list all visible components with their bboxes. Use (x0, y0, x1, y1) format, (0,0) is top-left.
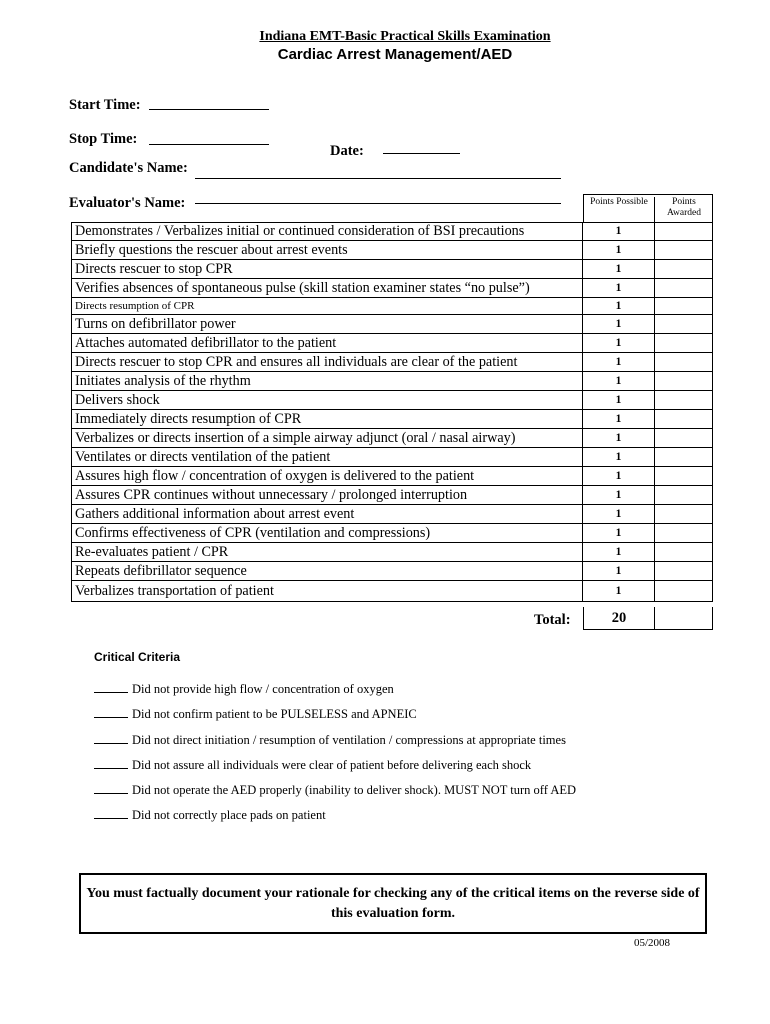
points-possible-cell: 1 (583, 581, 655, 601)
skill-description: Verifies absences of spontaneous pulse (skill station examiner states “no pulse”) (71, 279, 583, 297)
points-possible-cell: 1 (583, 562, 655, 580)
points-possible-cell: 1 (583, 524, 655, 542)
total-value: 20 (583, 607, 655, 630)
points-awarded-cell[interactable] (655, 241, 713, 259)
points-header-box (583, 194, 713, 222)
critical-criteria-item (94, 808, 326, 823)
points-awarded-cell[interactable] (655, 353, 713, 371)
points-awarded-cell[interactable] (655, 562, 713, 580)
points-possible-header: Points Possible (584, 197, 655, 223)
form-title: Indiana EMT-Basic Practical Skills Examination (259, 29, 551, 44)
points-awarded-cell[interactable] (655, 315, 713, 333)
points-awarded-cell[interactable] (655, 410, 713, 428)
skill-description: Initiates analysis of the rhythm (71, 372, 583, 390)
table-row (71, 543, 713, 562)
skill-description: Directs resumption of CPR (71, 298, 583, 314)
skill-description: Attaches automated defibrillator to the patient (71, 334, 583, 352)
points-awarded-cell[interactable] (655, 429, 713, 447)
points-possible-cell: 1 (583, 543, 655, 561)
points-possible-cell: 1 (583, 467, 655, 485)
critical-criteria-text: Did not correctly place pads on patient (132, 808, 326, 822)
evaluator-name-field[interactable] (195, 203, 561, 204)
skill-description: Repeats defibrillator sequence (71, 562, 583, 580)
critical-checkbox-blank[interactable] (94, 768, 128, 769)
points-possible-cell: 1 (583, 353, 655, 371)
table-row (71, 298, 713, 315)
start-time-field[interactable] (149, 109, 269, 110)
critical-checkbox-blank[interactable] (94, 818, 128, 819)
table-row (71, 260, 713, 279)
skill-description: Verbalizes or directs insertion of a simple airway adjunct (oral / nasal airway) (71, 429, 583, 447)
total-label: Total: (534, 612, 571, 628)
points-awarded-cell[interactable] (655, 260, 713, 278)
critical-checkbox-blank[interactable] (94, 793, 128, 794)
stop-time-field[interactable] (149, 144, 269, 145)
skill-description: Delivers shock (71, 391, 583, 409)
points-possible-cell: 1 (583, 391, 655, 409)
critical-criteria-text: Did not confirm patient to be PULSELESS and APNEIC (132, 707, 417, 721)
points-possible-cell: 1 (583, 298, 655, 314)
critical-criteria-item (94, 783, 576, 798)
table-row (71, 279, 713, 298)
points-possible-cell: 1 (583, 410, 655, 428)
points-awarded-cell[interactable] (655, 334, 713, 352)
points-awarded-cell[interactable] (655, 298, 713, 314)
points-awarded-header: Points Awarded (667, 197, 701, 218)
stop-time-label: Stop Time: (69, 131, 138, 147)
table-row (71, 486, 713, 505)
points-possible-cell: 1 (583, 241, 655, 259)
table-row (71, 315, 713, 334)
points-awarded-cell[interactable] (655, 448, 713, 466)
table-row (71, 372, 713, 391)
critical-criteria-item (94, 733, 566, 748)
total-awarded-cell[interactable] (654, 607, 713, 630)
critical-criteria-item (94, 758, 531, 773)
skill-description: Demonstrates / Verbalizes initial or continued consideration of BSI precautions (71, 222, 583, 240)
form-subtitle: Cardiac Arrest Management/AED (277, 46, 513, 63)
documentation-note: You must factually document your rationale for checking any of the critical items on the reverse side of this evaluation form. (79, 873, 707, 934)
candidate-name-field[interactable] (195, 178, 561, 179)
skill-description: Assures high flow / concentration of oxygen is delivered to the patient (71, 467, 583, 485)
table-row (71, 222, 713, 241)
points-awarded-cell[interactable] (655, 222, 713, 240)
table-row (71, 467, 713, 486)
table-row (71, 353, 713, 372)
critical-criteria-heading: Critical Criteria (94, 650, 181, 664)
points-possible-cell: 1 (583, 372, 655, 390)
critical-criteria-text: Did not operate the AED properly (inability to deliver shock). MUST NOT turn off AED (132, 783, 577, 797)
points-possible-cell: 1 (583, 315, 655, 333)
table-row (71, 581, 713, 602)
start-time-label: Start Time: (69, 97, 141, 113)
critical-criteria-text: Did not direct initiation / resumption of ventilation / compressions at appropriate times (132, 733, 566, 747)
points-possible-cell: 1 (583, 260, 655, 278)
points-possible-cell: 1 (583, 334, 655, 352)
critical-criteria-item (94, 682, 394, 697)
skill-description: Verbalizes transportation of patient (71, 581, 583, 601)
points-awarded-cell[interactable] (655, 524, 713, 542)
table-row (71, 505, 713, 524)
table-row (71, 524, 713, 543)
critical-criteria-text: Did not assure all individuals were clear of patient before delivering each shock (132, 758, 532, 772)
date-label: Date: (330, 143, 364, 159)
points-awarded-cell[interactable] (655, 486, 713, 504)
critical-criteria-item (94, 707, 417, 722)
points-awarded-cell[interactable] (655, 372, 713, 390)
points-awarded-cell[interactable] (655, 391, 713, 409)
points-awarded-cell[interactable] (655, 467, 713, 485)
form-date-code: 05/2008 (634, 937, 671, 949)
points-possible-cell: 1 (583, 222, 655, 240)
skill-description: Directs rescuer to stop CPR (71, 260, 583, 278)
table-row (71, 429, 713, 448)
points-possible-cell: 1 (583, 448, 655, 466)
critical-checkbox-blank[interactable] (94, 743, 128, 744)
points-awarded-cell[interactable] (655, 279, 713, 297)
points-awarded-cell[interactable] (655, 543, 713, 561)
critical-criteria-text: Did not provide high flow / concentration of oxygen (132, 682, 394, 696)
skill-description: Ventilates or directs ventilation of the patient (71, 448, 583, 466)
skill-description: Immediately directs resumption of CPR (71, 410, 583, 428)
skill-description: Turns on defibrillator power (71, 315, 583, 333)
points-awarded-cell[interactable] (655, 505, 713, 523)
skill-description: Assures CPR continues without unnecessary / prolonged interruption (71, 486, 583, 504)
skill-description: Confirms effectiveness of CPR (ventilation and compressions) (71, 524, 583, 542)
candidate-name-label: Candidate's Name: (69, 160, 188, 176)
skill-description: Re-evaluates patient / CPR (71, 543, 583, 561)
critical-checkbox-blank[interactable] (94, 692, 128, 693)
points-awarded-cell[interactable] (655, 581, 713, 601)
table-row (71, 410, 713, 429)
points-possible-cell: 1 (583, 279, 655, 297)
table-row (71, 334, 713, 353)
points-possible-cell: 1 (583, 429, 655, 447)
points-possible-cell: 1 (583, 505, 655, 523)
table-row (71, 562, 713, 581)
evaluator-name-label: Evaluator's Name: (69, 195, 186, 211)
table-row (71, 448, 713, 467)
skill-description: Gathers additional information about arrest event (71, 505, 583, 523)
skill-description: Directs rescuer to stop CPR and ensures all individuals are clear of the patient (71, 353, 583, 371)
points-possible-cell: 1 (583, 486, 655, 504)
critical-checkbox-blank[interactable] (94, 717, 128, 718)
table-row (71, 241, 713, 260)
skill-description: Briefly questions the rescuer about arrest events (71, 241, 583, 259)
table-row (71, 391, 713, 410)
date-field[interactable] (383, 153, 460, 154)
